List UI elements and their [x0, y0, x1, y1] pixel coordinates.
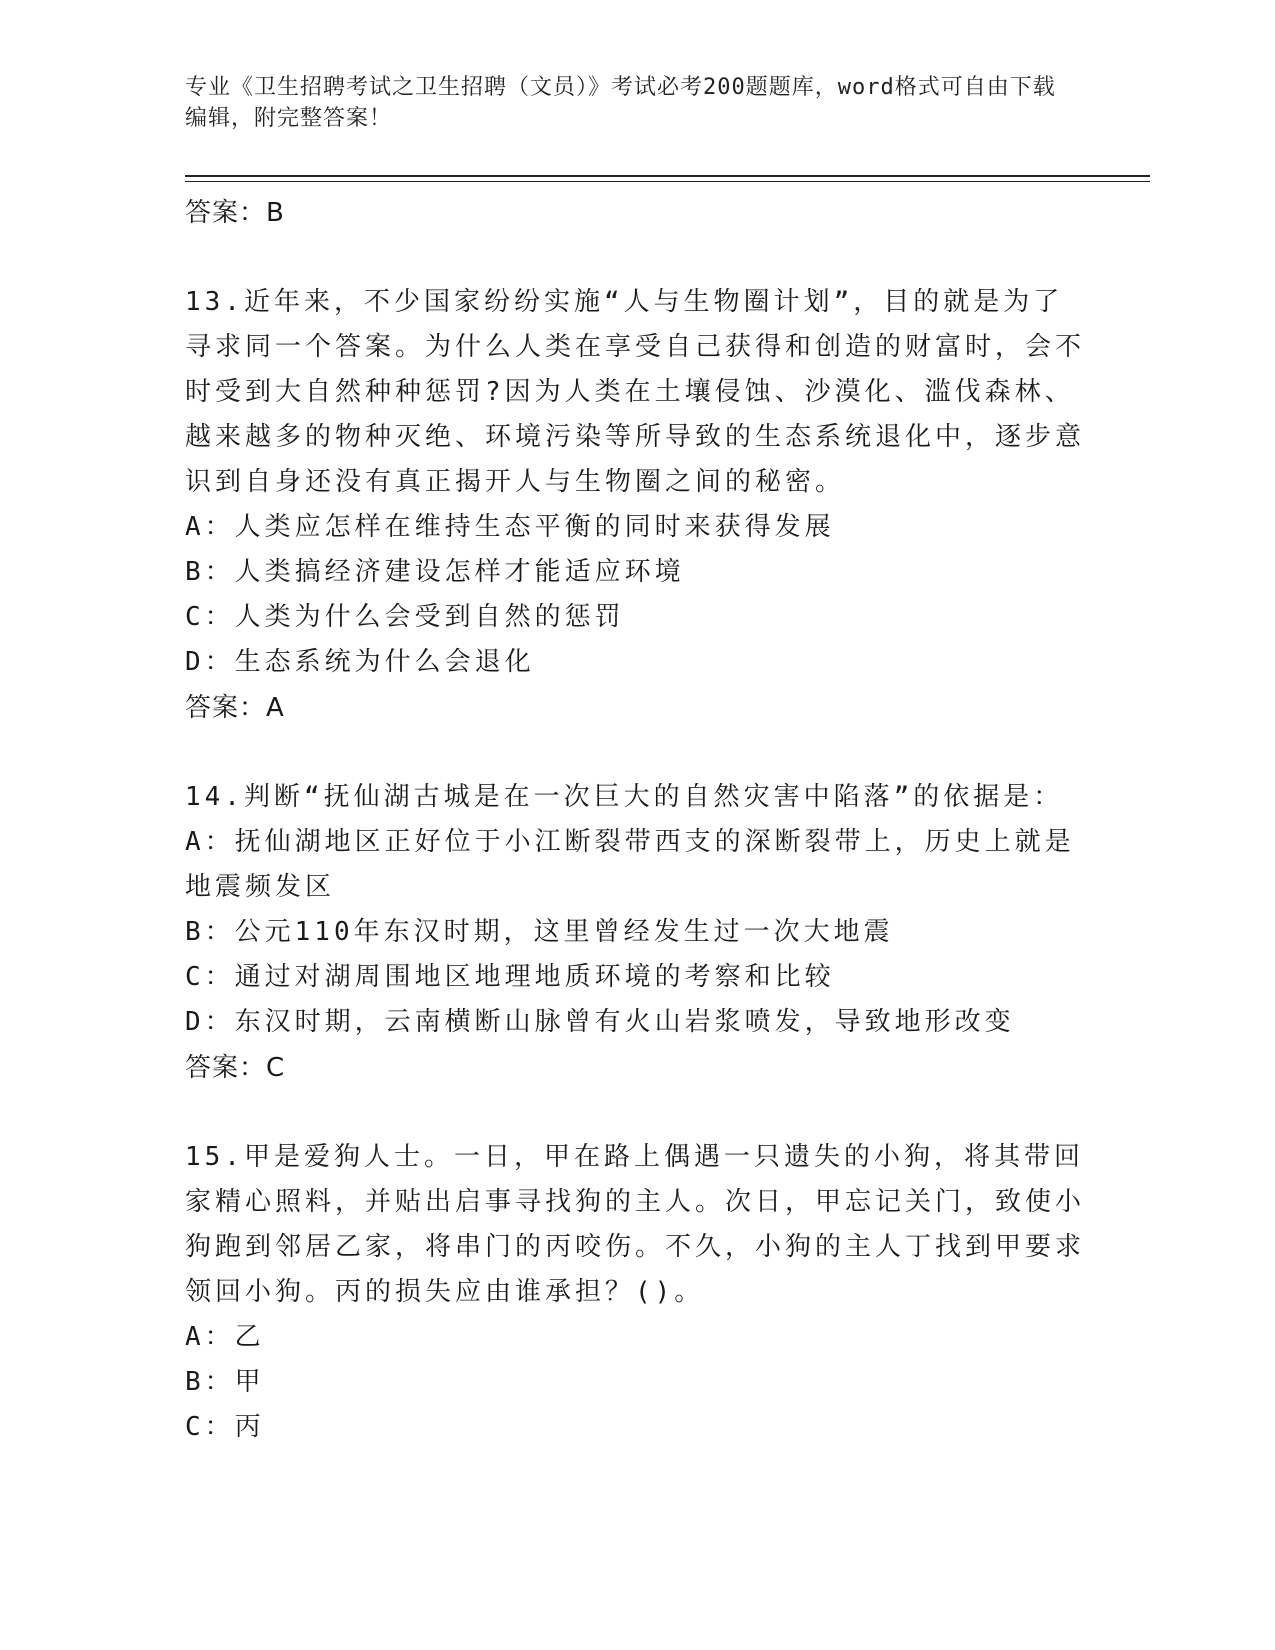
option-d: D：生态系统为什么会退化 [185, 647, 535, 677]
answer-line: 答案：A [185, 693, 285, 723]
option-c: C：通过对湖周围地区地理地质环境的考察和比较 [185, 962, 835, 992]
answer-line: 答案：C [185, 1053, 286, 1083]
question-text: 14.判断“抚仙湖古城是在一次巨大的自然灾害中陷落”的依据是： [185, 782, 1064, 812]
question-text: 13.近年来，不少国家纷纷实施“人与生物圈计划”，目的就是为了寻求同一个答案。为什么人类在享受自己获得和创造的财富时，会不时受到大自然种种惩罚?因为人类在土壤侵蚀、沙漠化、滥伐森林、越来越多的物种灭绝、环境污染等所导致的生态系统退化中，逐步意识到自身还没有真正揭开人与生物圈之间的秘密。 [185, 287, 1086, 497]
option-b: B：甲 [185, 1367, 265, 1397]
option-c: C：人类为什么会受到自然的惩罚 [185, 602, 625, 632]
question-text: 15.甲是爱狗人士。一日，甲在路上偶遇一只遗失的小狗，将其带回家精心照料，并贴出启事寻找狗的主人。次日，甲忘记关门，致使小狗跑到邻居乙家，将串门的丙咬伤。不久，小狗的主人丁找到甲要求领回小狗。丙的损失应由谁承担？()。 [185, 1142, 1086, 1307]
header-rule-thick [185, 175, 1150, 177]
option-a: A：抚仙湖地区正好位于小江断裂带西支的深断裂带上，历史上就是地震频发区 [185, 827, 1075, 902]
option-d: D：东汉时期，云南横断山脉曾有火山岩浆喷发，导致地形改变 [185, 1007, 1015, 1037]
option-a: A：人类应怎样在维持生态平衡的同时来获得发展 [185, 512, 835, 542]
option-c: C：丙 [185, 1412, 265, 1442]
answer-line: 答案：B [185, 198, 285, 228]
spacer [185, 236, 1085, 280]
option-b: B：人类搞经济建设怎样才能适应环境 [185, 557, 685, 587]
header-rule-thin [185, 181, 1150, 182]
spacer [185, 1091, 1085, 1135]
document-content [185, 190, 1085, 1450]
page-header: 专业《卫生招聘考试之卫生招聘（文员）》考试必考200题题库，word格式可自由下载编辑，附完整答案！ [185, 75, 1056, 131]
spacer [185, 731, 1085, 775]
option-a: A：乙 [185, 1322, 265, 1352]
option-b: B：公元110年东汉时期，这里曾经发生过一次大地震 [185, 917, 894, 947]
